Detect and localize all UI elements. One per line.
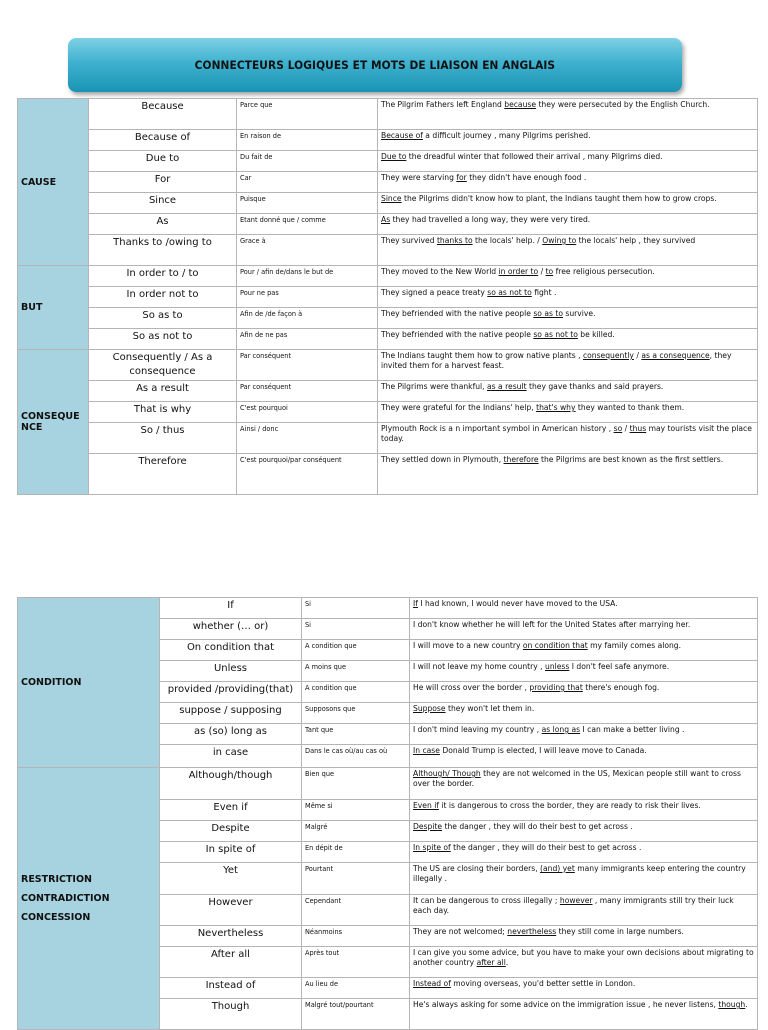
example-text: survive. xyxy=(563,309,596,318)
example-text: they had travelled a long way, they were very tired. xyxy=(390,215,591,224)
example-text: Plymouth Rock is a n important symbol in American history , xyxy=(381,424,614,433)
example-text: He's always asking for some advice on the immigration issue , he never listens, xyxy=(413,1000,719,1009)
connector-highlight: Although/ Though xyxy=(413,769,481,778)
connector-english: Because of xyxy=(89,130,237,151)
connector-french: Supposons que xyxy=(302,703,410,724)
example-text: the locals' help. / xyxy=(472,236,543,245)
category-cell xyxy=(18,598,160,768)
connector-highlight: Suppose xyxy=(413,704,446,713)
example-text: It can be dangerous to cross illegally ; xyxy=(413,896,560,905)
example-sentence xyxy=(410,926,758,947)
example-sentence xyxy=(378,423,758,454)
connector-english: So as to xyxy=(89,308,237,329)
example-sentence xyxy=(410,703,758,724)
category-label: RESTRICTION xyxy=(21,874,92,885)
example-text: the danger , they will do their best to get across . xyxy=(442,822,633,831)
connector-english: However xyxy=(160,895,302,926)
category-label: CAUSE xyxy=(21,176,57,188)
example-sentence xyxy=(410,999,758,1030)
connector-french: Parce que xyxy=(237,99,378,130)
example-text: free religious persecution. xyxy=(553,267,655,276)
connector-highlight: as a consequence xyxy=(641,351,710,360)
example-sentence xyxy=(378,308,758,329)
table-row xyxy=(18,768,758,800)
connector-highlight: In spite of xyxy=(413,843,451,852)
example-text: They are not welcomed; xyxy=(413,927,508,936)
table-row xyxy=(18,235,758,266)
category-label: CONDITION xyxy=(21,677,82,688)
example-text: They were starving xyxy=(381,173,457,182)
example-sentence xyxy=(410,978,758,999)
connector-english: Because xyxy=(89,99,237,130)
example-text: The Pilgrims were thankful, xyxy=(381,382,487,391)
connector-french: Etant donné que / comme xyxy=(237,214,378,235)
example-sentence xyxy=(378,402,758,423)
connector-english: Instead of xyxy=(160,978,302,999)
example-text: they still come in large numbers. xyxy=(556,927,684,936)
connector-english: Consequently / As a consequence xyxy=(89,350,237,381)
connector-french: Pourtant xyxy=(302,863,410,895)
example-text: moving overseas, you'd better settle in London. xyxy=(450,979,636,988)
example-sentence xyxy=(378,130,758,151)
example-text: They signed a peace treaty xyxy=(381,288,488,297)
table-row xyxy=(18,287,758,308)
example-text: I don't feel safe anymore. xyxy=(569,662,670,671)
connector-highlight: so as not to xyxy=(487,288,532,297)
connector-english: After all xyxy=(160,947,302,978)
connector-french: Pour / afin de/dans le but de xyxy=(237,266,378,287)
table-row xyxy=(18,402,758,423)
example-text: the locals' help , they survived xyxy=(576,236,696,245)
example-text: they won't let them in. xyxy=(445,704,535,713)
example-sentence xyxy=(378,287,758,308)
connector-french: Pour ne pas xyxy=(237,287,378,308)
table-row xyxy=(18,598,758,619)
table-row xyxy=(18,308,758,329)
example-text: it is dangerous to cross the border, they are ready to risk their lives. xyxy=(438,801,701,810)
example-sentence xyxy=(378,454,758,495)
category-cell xyxy=(18,350,89,495)
example-sentence xyxy=(378,235,758,266)
category-label: CONCESSION xyxy=(21,912,91,923)
example-text: / xyxy=(622,424,630,433)
example-text: They befriended with the native people xyxy=(381,330,534,339)
connector-french: Cependant xyxy=(302,895,410,926)
connector-highlight: unless xyxy=(545,662,570,671)
connector-french: Malgré tout/pourtant xyxy=(302,999,410,1030)
example-text: They survived xyxy=(381,236,437,245)
connector-highlight: because xyxy=(504,100,537,109)
connector-french: Dans le cas où/au cas où xyxy=(302,745,410,768)
example-sentence xyxy=(410,842,758,863)
connector-french: Au lieu de xyxy=(302,978,410,999)
connector-highlight: Because of xyxy=(381,131,423,140)
example-sentence xyxy=(410,800,758,821)
connector-english: In order to / to xyxy=(89,266,237,287)
connector-highlight: for xyxy=(456,173,467,182)
connector-english: Since xyxy=(89,193,237,214)
connector-english: as (so) long as xyxy=(160,724,302,745)
example-sentence xyxy=(410,947,758,978)
connector-english: So as not to xyxy=(89,329,237,350)
connector-english: As a result xyxy=(89,381,237,402)
connector-highlight: as long as xyxy=(541,725,581,734)
table-row xyxy=(18,266,758,287)
connector-french: Car xyxy=(237,172,378,193)
connector-english: Unless xyxy=(160,661,302,682)
table-row xyxy=(18,381,758,402)
connector-english: whether (… or) xyxy=(160,619,302,640)
connector-highlight: after all xyxy=(476,957,506,967)
connector-english: For xyxy=(89,172,237,193)
connector-french: A condition que xyxy=(302,682,410,703)
example-sentence xyxy=(410,821,758,842)
example-text: I can make a better living . xyxy=(580,725,685,734)
example-text: fight . xyxy=(531,288,557,297)
connector-highlight: to xyxy=(545,267,554,276)
example-text: The Indians taught them how to grow native plants , xyxy=(381,351,583,360)
example-text: / xyxy=(633,351,642,360)
example-text: be killed. xyxy=(577,330,615,339)
example-sentence xyxy=(378,193,758,214)
example-sentence xyxy=(410,682,758,703)
example-sentence xyxy=(410,745,758,768)
example-text: The Pilgrim Fathers left England xyxy=(381,100,505,109)
example-sentence xyxy=(378,329,758,350)
connector-highlight: that's why xyxy=(536,403,576,412)
table-row xyxy=(18,350,758,381)
example-text: they gave thanks and said prayers. xyxy=(526,382,664,391)
example-text: the Pilgrims are best known as the first settlers. xyxy=(538,455,724,464)
connector-english: As xyxy=(89,214,237,235)
connector-french: Grace à xyxy=(237,235,378,266)
table-row xyxy=(18,99,758,130)
connector-french: Afin de /de façon à xyxy=(237,308,378,329)
connector-english: In order not to xyxy=(89,287,237,308)
connector-french: Tant que xyxy=(302,724,410,745)
connector-english: in case xyxy=(160,745,302,768)
example-text: They moved to the New World xyxy=(381,267,499,276)
connector-french: C'est pourquoi/par conséquent xyxy=(237,454,378,495)
connector-highlight: Since xyxy=(381,194,402,203)
connector-french: Si xyxy=(302,598,410,619)
table-row xyxy=(18,151,758,172)
example-text: The US are closing their borders, xyxy=(413,864,541,873)
connector-highlight: providing that xyxy=(529,683,583,692)
connectors-table-2 xyxy=(17,597,758,1030)
connector-english: If xyxy=(160,598,302,619)
connector-french: Puisque xyxy=(237,193,378,214)
connector-highlight: Despite xyxy=(413,822,443,831)
connector-highlight: consequently xyxy=(582,351,634,360)
example-sentence xyxy=(410,724,758,745)
connector-french: Bien que xyxy=(302,768,410,800)
connector-highlight: As xyxy=(381,215,391,224)
connector-highlight: nevertheless xyxy=(507,927,557,936)
example-text: a difficult journey , many Pilgrims perished. xyxy=(422,131,591,140)
connector-english: Therefore xyxy=(89,454,237,495)
connector-english: Despite xyxy=(160,821,302,842)
connectors-table-1 xyxy=(17,98,758,495)
example-text: they wanted to thank them. xyxy=(575,403,685,412)
table-row xyxy=(18,193,758,214)
example-text: the dreadful winter that followed their arrival , many Pilgrims died. xyxy=(406,152,663,161)
connector-english: Yet xyxy=(160,863,302,895)
table-row xyxy=(18,214,758,235)
connector-highlight: however xyxy=(559,896,593,905)
example-sentence xyxy=(378,266,758,287)
example-sentence xyxy=(410,863,758,895)
example-text: They were grateful for the Indians' help, xyxy=(381,403,537,412)
connector-english: suppose / supposing xyxy=(160,703,302,724)
connector-english: On condition that xyxy=(160,640,302,661)
connector-highlight: If xyxy=(413,599,418,608)
connector-french: Du fait de xyxy=(237,151,378,172)
connector-english: So / thus xyxy=(89,423,237,454)
connector-highlight: Owing to xyxy=(542,236,577,245)
connector-highlight: Instead of xyxy=(413,979,451,988)
example-sentence xyxy=(410,895,758,926)
table-row xyxy=(18,172,758,193)
example-text: the danger , they will do their best to get across . xyxy=(450,843,642,852)
example-text: Donald Trump is elected, I will leave move to Canada. xyxy=(439,746,647,755)
connector-highlight: so as to xyxy=(533,309,563,318)
example-sentence xyxy=(378,172,758,193)
connector-french: Par conséquent xyxy=(237,381,378,402)
example-text: I will move to a new country xyxy=(413,641,523,650)
example-text: the Pilgrims didn't know how to plant, the Indians taught them how to grow crops. xyxy=(401,194,717,203)
connector-english: Even if xyxy=(160,800,302,821)
example-text: they didn't have enough food . xyxy=(466,173,587,182)
example-sentence xyxy=(378,99,758,130)
example-text: I don't know whether he will left for the United States after marrying her. xyxy=(413,620,691,629)
example-text: they were persecuted by the English Church. xyxy=(536,100,710,109)
title-banner xyxy=(68,38,682,92)
connector-french: A condition que xyxy=(302,640,410,661)
example-sentence xyxy=(410,768,758,800)
connector-french: Afin de ne pas xyxy=(237,329,378,350)
example-text: / xyxy=(538,267,546,276)
connector-highlight: In case xyxy=(413,746,440,755)
example-sentence xyxy=(410,598,758,619)
category-label: BUT xyxy=(21,302,43,313)
connector-highlight: Due to xyxy=(381,152,407,161)
example-sentence xyxy=(410,661,758,682)
example-text: , they invited them for a harvest feast. xyxy=(381,351,732,370)
connector-english: Due to xyxy=(89,151,237,172)
connector-highlight: on condition that xyxy=(522,641,588,650)
example-sentence xyxy=(378,381,758,402)
table-row xyxy=(18,423,758,454)
example-sentence xyxy=(410,640,758,661)
example-text: my family comes along. xyxy=(587,641,682,650)
example-text: They befriended with the native people xyxy=(381,309,534,318)
connector-french: En dépit de xyxy=(302,842,410,863)
example-text: many immigrants keep entering the country illegally . xyxy=(413,864,746,883)
category-label: CONTRADICTION xyxy=(21,893,110,904)
example-text: there's enough fog. xyxy=(582,683,660,692)
connector-french: Par conséquent xyxy=(237,350,378,381)
connector-english: Though xyxy=(160,999,302,1030)
connector-highlight: thanks to xyxy=(436,236,473,245)
example-text: I can give you some advice, but you have to make your own decisions about migrating to another country xyxy=(413,948,754,967)
connector-highlight: therefore xyxy=(503,455,539,464)
example-text: . xyxy=(505,957,509,967)
connector-french: A moins que xyxy=(302,661,410,682)
connector-highlight: in order to xyxy=(498,267,539,276)
example-text: . xyxy=(745,1000,748,1009)
connector-french: C'est pourquoi xyxy=(237,402,378,423)
table-row xyxy=(18,130,758,151)
category-cell xyxy=(18,768,160,1030)
table-row xyxy=(18,454,758,495)
table-row xyxy=(18,329,758,350)
connector-highlight: so as not to xyxy=(533,330,578,339)
connector-english: In spite of xyxy=(160,842,302,863)
example-text: I had known, I would never have moved to the USA. xyxy=(417,599,618,608)
connector-highlight: thus xyxy=(629,424,647,433)
connector-highlight: though xyxy=(718,1000,746,1009)
connector-english: Although/though xyxy=(160,768,302,800)
example-sentence xyxy=(378,214,758,235)
connector-english: Thanks to /owing to xyxy=(89,235,237,266)
category-cell xyxy=(18,99,89,266)
connector-english: That is why xyxy=(89,402,237,423)
example-text: He will cross over the border , xyxy=(413,683,530,692)
example-sentence xyxy=(378,151,758,172)
connector-highlight: so xyxy=(613,424,623,433)
example-sentence xyxy=(410,619,758,640)
example-sentence xyxy=(378,350,758,381)
page-title: CONNECTEURS LOGIQUES ET MOTS DE LIAISON EN ANGLAIS xyxy=(194,58,556,72)
connector-highlight: as a result xyxy=(487,382,527,391)
example-text: I will not leave my home country , xyxy=(413,662,546,671)
example-text: They settled down in Plymouth, xyxy=(381,455,504,464)
example-text: may tourists visit the place today. xyxy=(381,424,752,443)
connector-english: Nevertheless xyxy=(160,926,302,947)
example-text: they are not welcomed in the US, Mexican people still want to cross over the border. xyxy=(413,769,741,788)
connector-french: Néanmoins xyxy=(302,926,410,947)
example-text: , many immigrants still try their luck each day. xyxy=(413,896,734,915)
connector-french: En raison de xyxy=(237,130,378,151)
category-cell xyxy=(18,266,89,350)
connector-french: Si xyxy=(302,619,410,640)
connector-french: Après tout xyxy=(302,947,410,978)
connector-english: provided /providing(that) xyxy=(160,682,302,703)
connector-highlight: Even if xyxy=(413,801,439,810)
category-label: CONSEQUE NCE xyxy=(21,411,80,433)
example-text: I don't mind leaving my country , xyxy=(413,725,542,734)
connector-french: Même si xyxy=(302,800,410,821)
connector-french: Ainsi / donc xyxy=(237,423,378,454)
connector-french: Malgré xyxy=(302,821,410,842)
connector-highlight: (and) yet xyxy=(540,864,575,873)
